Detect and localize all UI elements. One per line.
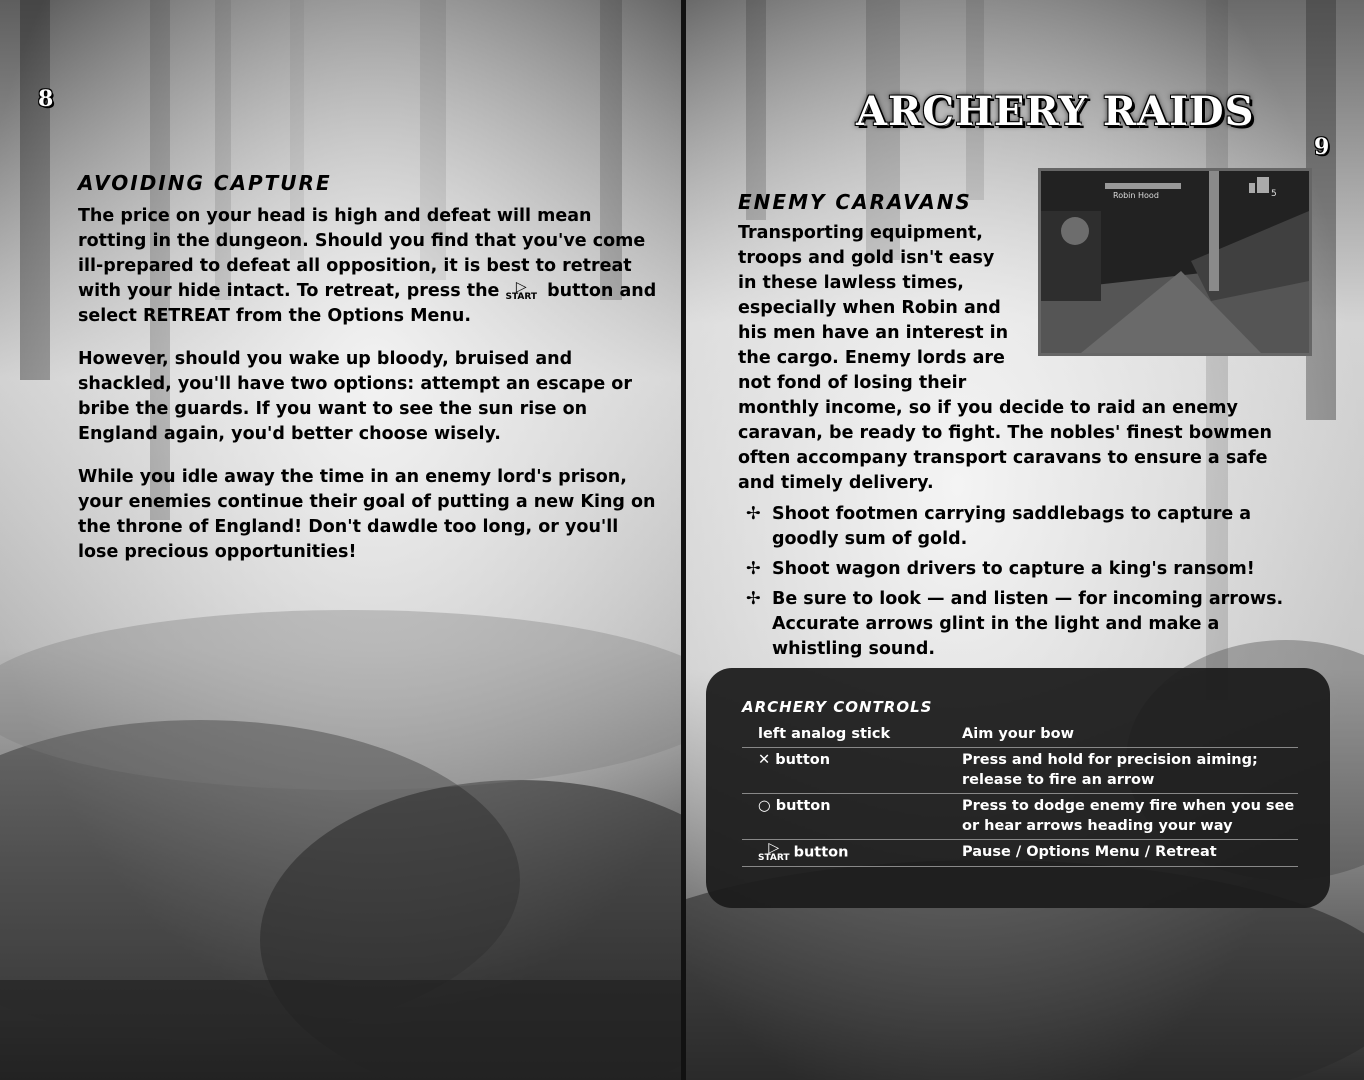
table-row bbox=[742, 840, 1298, 867]
table-row bbox=[742, 722, 1298, 748]
archery-controls-heading: ARCHERY CONTROLS bbox=[742, 698, 933, 716]
control-input: ▷ START button bbox=[742, 840, 962, 867]
controls-table bbox=[742, 722, 1298, 867]
screenshot-hud-name: Robin Hood bbox=[1113, 191, 1159, 200]
page-right bbox=[686, 0, 1364, 1080]
bullet-cross-icon: ✢ bbox=[746, 504, 761, 524]
paragraph-prison: While you idle away the time in an enemy lord's prison, your enemies continue their goal of putting a new King on the throne of England! Don't dawdle too long, or you'll lose precious opportunities! bbox=[78, 467, 656, 562]
control-action: Press to dodge enemy fire when you see or hear arrows heading your way bbox=[962, 794, 1298, 840]
cross-button-icon: ✕ bbox=[758, 752, 771, 768]
circle-button-icon: ○ bbox=[758, 798, 771, 814]
table-row bbox=[742, 794, 1298, 840]
left-body-text bbox=[78, 204, 658, 583]
control-input: ○ button bbox=[742, 794, 962, 840]
control-action: Aim your bow bbox=[962, 722, 1298, 748]
bullet-cross-icon: ✢ bbox=[746, 589, 761, 609]
screenshot-wrap-spacer bbox=[1016, 221, 1298, 373]
control-input: ✕ button bbox=[742, 748, 962, 794]
archery-controls-box bbox=[706, 668, 1330, 908]
heading-enemy-caravans: ENEMY CARAVANS bbox=[738, 190, 972, 214]
caravan-body bbox=[738, 221, 1298, 667]
page-title: ARCHERY RAIDS bbox=[856, 88, 1255, 135]
tip-item-incoming-arrows: ✢ Be sure to look — and listen — for incoming arrows. Accurate arrows glint in the light and make a whistling sound. bbox=[746, 589, 1284, 659]
page-number-right: 9 bbox=[1314, 134, 1330, 160]
start-button-icon: ▷ START bbox=[505, 278, 538, 302]
tip-item-footmen: ✢ Shoot footmen carrying saddlebags to capture a goodly sum of gold. bbox=[746, 504, 1252, 549]
control-input: left analog stick bbox=[742, 722, 962, 748]
control-action: Press and hold for precision aiming; release to fire an arrow bbox=[962, 748, 1298, 794]
page-number-left: 8 bbox=[38, 86, 54, 112]
heading-avoiding-capture: AVOIDING CAPTURE bbox=[78, 171, 332, 195]
control-action: Pause / Options Menu / Retreat bbox=[962, 840, 1298, 867]
table-row bbox=[742, 748, 1298, 794]
start-button-icon: ▷ START bbox=[758, 840, 790, 863]
bullet-cross-icon: ✢ bbox=[746, 559, 761, 579]
page-left bbox=[0, 0, 681, 1080]
paragraph-caravans: Transporting equipment, troops and gold isn't easy in these lawless times, especially when Robin and his men have an interest in the cargo. Enemy lords are not fond of losing their monthly income, so if you decide to raid an enemy caravan, be ready to fight. The nobles' finest bowmen often accompany transport caravans to ensure a safe and timely delivery. bbox=[738, 223, 1272, 493]
tips-list bbox=[738, 502, 1298, 662]
paragraph-retreat-text-b: button and select RETREAT from the Options Menu. bbox=[78, 281, 657, 326]
paragraph-retreat bbox=[78, 204, 658, 329]
paragraph-captured: However, should you wake up bloody, bruised and shackled, you'll have two options: attempt an escape or bribe the guards. If you want to see the sun rise on England again, you'd better choose wisely. bbox=[78, 349, 632, 444]
paragraph-retreat-text-a: The price on your head is high and defeat will mean rotting in the dungeon. Should you find that you've come ill-prepared to defeat all opposition, it is best to retreat with your hide intact. To retreat, press the bbox=[78, 206, 646, 301]
screenshot-hud-count: 5 bbox=[1271, 189, 1277, 199]
tip-item-wagon-drivers: ✢ Shoot wagon drivers to capture a king's ransom! bbox=[738, 557, 1298, 582]
